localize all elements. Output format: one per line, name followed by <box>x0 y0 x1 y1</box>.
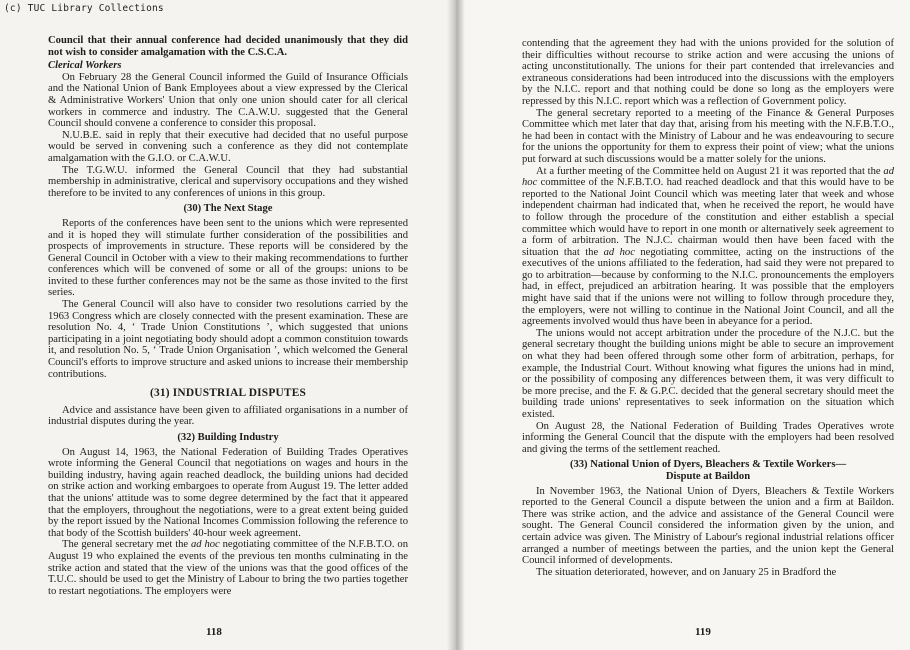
p3-ad-hoc-2: ad hoc <box>603 246 635 258</box>
right-paragraph-2: The general secretary reported to a meeting of the Finance & General Purposes Committee which met later that day that, arising from his meeting with the N.F.B.T.O., he had been in contact with the Ministry of Labour and he was endeavouring to secure for the unions the opportunity for them to express their point of view; what the unions put forward at such discussions would be a matter solely for the unions. <box>522 107 894 165</box>
dyers-heading-line-1: (33) National Union of Dyers, Bleachers & Textile Workers— <box>569 459 847 471</box>
page-right <box>455 0 910 650</box>
clerical-paragraph-2: N.U.B.E. said in reply that their executive had decided that no useful purpose would be served in convening such a conference as they did not contemplate amalgamation with the G.I.O. or C.A.W.U. <box>48 129 408 164</box>
p3-text-a: At a further meeting of the Committee held on August 21 it was reported that the <box>536 165 884 177</box>
dyers-heading <box>522 459 894 482</box>
right-paragraph-5: On August 28, the National Federation of Building Trades Operatives wrote informing the General Council that the dispute with the employers had been resolved and giving the terms of the settlement reached. <box>522 420 894 455</box>
right-paragraph-3 <box>522 166 894 328</box>
building-p2-text-a: The general secretary met the <box>62 539 191 551</box>
building-paragraph-2 <box>48 539 408 597</box>
building-p2-text-b: negotiating committee of the N.F.B.T.O. on August 19 who explained the events of the previous ten months culminating in the strike action and stated that the view of the unions was that the good offices of the T.U.C. should be used to get the Ministry of Labour to bring the two parties together to restart negotiations. The employers were <box>48 539 409 597</box>
dyers-paragraph-2: The situation deteriorated, however, and on January 25 in Bradford the <box>536 566 837 578</box>
building-industry-heading: (32) Building Industry <box>177 432 279 443</box>
intro-paragraph: Council that their annual conference had decided unanimously that they did not wish to consider amalgamation with the C.S.C.A. <box>48 35 408 58</box>
right-paragraph-4: The unions would not accept arbitration under the procedure of the N.J.C. but the general secretary thought the building unions might be able to secure an improvement on what they had been offered through some other form of arbitration, perhaps, for example, the Industrial Court. Without knowing what figures the unions had in mind, or the possibility of composing any differences between them, it was very difficult to be more precise, and the F. & G.P.C. decided that the general secretary should meet the building trade unions' representatives to seek information on the situation which existed. <box>522 327 894 420</box>
clerical-paragraph-1: On February 28 the General Council informed the Guild of Insurance Officials and the National Union of Bank Employees about a view expressed by the Clerical & Administrative Workers' Union that only one union should cater for all clerical workers in commerce and industry. The C.A.W.U. suggested that the General Council should convene a conference to consider this proposal. <box>48 71 408 130</box>
clerical-workers-heading: Clerical Workers <box>48 60 122 72</box>
p3-text-b: committee of the N.F.B.T.O. had reached deadlock and that this would have to be reported to the National Joint Council which was meeting later that week and whose independent chairman had indicated that, when he received the report, he would have to follow through the procedure of the constitution and either establish a special committee which would have to report in one month or alternatively seek agreement to a form of arbitration. The N.J.C. chairman would then have been faced with the situation that the <box>522 177 894 258</box>
right-paragraph-1: contending that the agreement they had with the unions provided for the solution of their difficulties without recourse to strike action and were accusing the unions of acting unconstitutionally. The unions for their part contended that irrelevancies and extraneous considerations had been introduced into the discussions with the employers by the N.I.C. report and that nothing could be done so long as the employers were repressed by this N.I.C. report which was a reflection of Government policy. <box>522 38 894 107</box>
building-p2-ad-hoc: ad hoc <box>191 539 220 551</box>
clerical-paragraph-3: The T.G.W.U. informed the General Council that they had substantial membership in administrative, clerical and supervisory occupations and they wished therefore to be invited to any conferences of unions in this group. <box>48 164 408 199</box>
dyers-paragraph-1: In November 1963, the National Union of Dyers, Bleachers & Textile Workers reported to the General Council a dispute between the union and a firm at Baildon. There was strike action, and the advice and assistance of the General Council were sought. The General Council considered the information given by the union, and certain advice was given. The Ministry of Labour's regional industrial relations officer arranged a number of meetings between the parties, and the union kept the General Council informed of developments. <box>522 485 894 567</box>
next-stage-heading: (30) The Next Stage <box>183 203 273 215</box>
dyers-heading-line-2: Dispute at Baildon <box>665 470 751 482</box>
p3-ad-hoc-1: ad hoc <box>522 165 894 189</box>
next-stage-paragraph-2: The General Council will also have to consider two resolutions carried by the 1963 Congress which are closely connected with the present examination. These are resolution No. 4, ‘ Trade Union Constitutions ’, which suggested that unions participating in a joint negotiating body should adopt a common constituion towards it, and resolution No. 5, ‘ Trade Union Organisation ’, which welcomed the General Council's efforts to improve structure and asked unions to increase their membership contributions. <box>48 299 408 380</box>
watermark: (c) TUC Library Collections <box>4 3 164 14</box>
book-gutter <box>447 0 465 650</box>
next-stage-paragraph-1: Reports of the conferences have been sent to the unions which were represented and it is hoped they will stimulate further consideration of the possibilities and prospects of improvements in structure. These reports will be considered by the General Council in October with a view to their making recommendations to further conferences which will be convened of some or all of the groups: unions to be invited to these further conferences may not be the same as those invited to the first series. <box>48 217 408 299</box>
industrial-disputes-heading: (31) INDUSTRIAL DISPUTES <box>149 387 307 400</box>
disputes-paragraph-1: Advice and assistance have been given to affiliated organisations in a number of industrial disputes during the year. <box>48 404 408 428</box>
right-text-column <box>522 38 894 578</box>
building-paragraph-1: On August 14, 1963, the National Federation of Building Trades Operatives wrote informing the General Council that negotiations on wages and hours in the building industry, having again reached deadlock, the building unions had decided on strike action and working embargoes to operate from August 19. The letter added that the unions' attitude was to some degree determined by the fact that it appeared that the employers, throughout the negotiations, were to a great extent being guided by the report issued by the National Incomes Commission following the reference to that body of the Scottish builders' 40-hour week agreement. <box>48 446 408 539</box>
p3-text-c: negotiating committee, acting on the instructions of the executives of the unions affiliated to the federation, had said they were not prepared to go to arbitration—because by conforming to the N.I.C. pronouncements the employers had, in effect, prejudiced an arbitration hearing. It was possible that the employers might have said that if the unions were not willing to follow through procedure they, the employers, were not willing to continue in the National Joint Council, and all the agreements involved would thus have been in abeyance for a period. <box>522 246 895 328</box>
page-number-left: 118 <box>206 626 222 638</box>
left-text-column <box>48 35 408 597</box>
page-number-right: 119 <box>695 626 711 638</box>
